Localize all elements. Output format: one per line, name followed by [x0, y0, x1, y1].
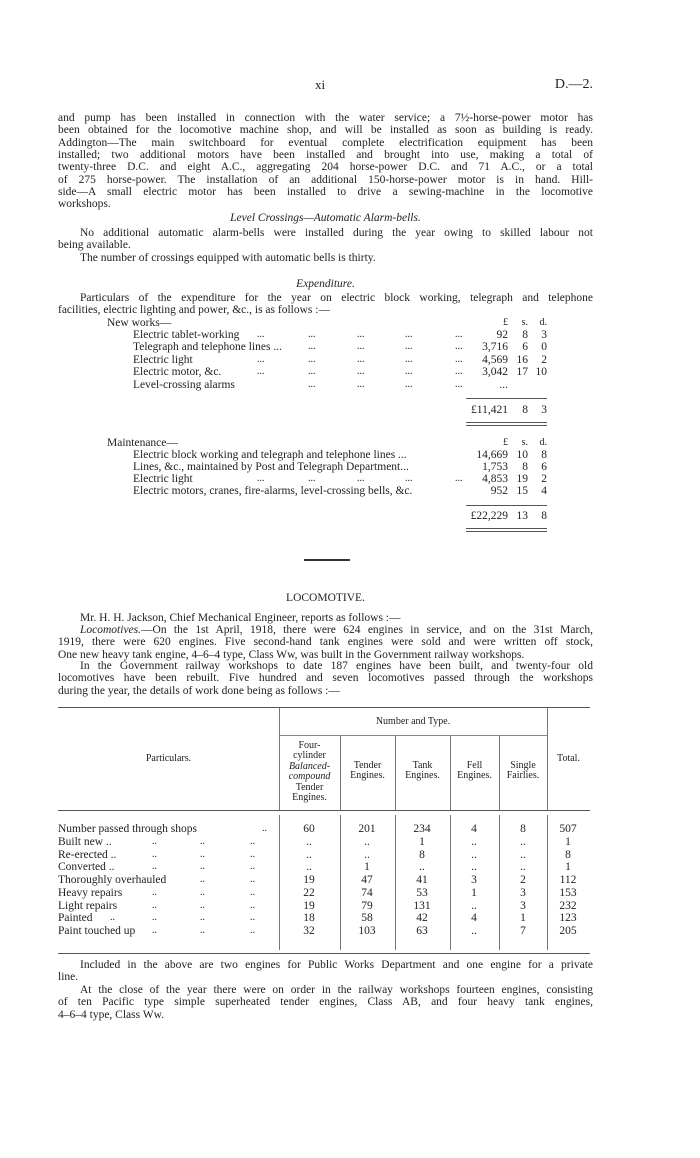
- dot-leader: ...: [357, 354, 365, 365]
- table-top-rule: [58, 707, 590, 708]
- money-header-shillings: s.: [521, 317, 528, 328]
- dot-leader: ...: [455, 366, 463, 377]
- expenditure-total-pence: 3: [541, 404, 547, 416]
- row-value: ..: [520, 861, 526, 874]
- row-value: 112: [559, 874, 577, 886]
- paragraph-line: 1919, there were 620 engines. Five second-hand tank engines were sold and were written off stock,: [58, 636, 593, 649]
- dot-leader: ..: [152, 912, 157, 924]
- column-header: Engines.: [457, 770, 492, 782]
- dot-leader: ..: [200, 861, 205, 873]
- maintenance-label: Maintenance—: [107, 437, 178, 449]
- dot-leader: ...: [357, 379, 365, 390]
- dot-leader: ...: [257, 329, 265, 340]
- dot-leader: ...: [405, 379, 413, 390]
- column-header: Engines.: [350, 770, 385, 782]
- paragraph-line: One new heavy tank engine, 4–6–4 type, Class Ww, was built in the Government railway workshops.: [58, 648, 525, 661]
- expenditure-item-pence: 4: [541, 485, 547, 497]
- column-header: Single: [510, 760, 536, 771]
- row-value: 1: [471, 886, 477, 899]
- paragraph-line: twenty-three D.C. and eight A.C., aggregating 204 horse-power D.C. and 71 A.C., or a total: [58, 161, 593, 174]
- expenditure-item-pence: 3: [541, 329, 547, 341]
- heading-level-crossings: Level Crossings—Automatic Alarm-bells.: [230, 212, 421, 224]
- dot-leader: ..: [250, 886, 255, 898]
- dot-leader: ...: [257, 354, 265, 365]
- dot-leader: ...: [455, 354, 463, 365]
- row-value: 123: [559, 912, 577, 925]
- dot-leader: ...: [455, 329, 463, 340]
- dot-leader: ...: [455, 341, 463, 352]
- column-header: Fell: [466, 760, 483, 771]
- row-value: 58: [361, 912, 373, 925]
- row-value: 1: [520, 912, 526, 925]
- row-value: 41: [416, 874, 428, 886]
- row-value: 8: [520, 823, 526, 835]
- dot-leader: ...: [357, 366, 365, 377]
- dot-leader: ..: [200, 925, 205, 936]
- paragraph-line: Locomotives.—On the 1st April, 1918, there were 624 engines in service, and on the 31st March,: [80, 624, 593, 636]
- row-value: 18: [303, 912, 315, 925]
- row-value: ..: [306, 848, 312, 861]
- paragraph-line: workshops.: [58, 198, 111, 211]
- paragraph-line: Particulars of the expenditure for the year on electric block working, telegraph and telephone: [80, 292, 593, 304]
- paragraph-line: The number of crossings equipped with automatic bells is thirty.: [80, 252, 376, 264]
- row-value: 201: [358, 823, 376, 835]
- row-value: ..: [364, 848, 370, 861]
- paragraph-line: and pump has been installed in connection with the water service; a 7½-horse-power motor has: [58, 112, 593, 124]
- dot-leader: ...: [455, 473, 463, 484]
- total-header: Total.: [557, 753, 580, 764]
- expenditure-item-label: Electric motors, cranes, fire-alarms, level-crossing bells, &c.: [133, 485, 413, 497]
- paragraph-line: facilities, electric lighting and power, &c., is as follows :—: [58, 304, 330, 317]
- expenditure-item-shillings: 19: [516, 473, 528, 485]
- total-rule: [466, 531, 547, 532]
- row-value: 2: [520, 874, 526, 886]
- money-header-shillings: s.: [521, 437, 528, 448]
- dot-leader: ..: [250, 899, 255, 911]
- column-header: Tender: [295, 781, 324, 793]
- dot-leader: ..: [152, 835, 157, 847]
- row-label: Thoroughly overhauled: [58, 874, 167, 886]
- row-value: 60: [303, 823, 315, 835]
- row-value: 232: [559, 899, 577, 912]
- row-value: 1: [565, 835, 571, 848]
- row-value: 3: [520, 886, 526, 899]
- expenditure-item-label: Electric light: [133, 354, 193, 366]
- row-label: Painted: [58, 912, 93, 925]
- expenditure-total-shillings: 13: [516, 510, 528, 522]
- expenditure-item-label: Electric block working and telegraph and telephone lines ...: [133, 449, 407, 461]
- row-value: 1: [565, 861, 571, 874]
- dot-leader: ...: [357, 341, 365, 352]
- expenditure-item-pence: 2: [541, 354, 547, 366]
- row-value: 7: [520, 925, 526, 937]
- dot-leader: ...: [357, 473, 365, 484]
- document-reference: D.—2.: [554, 77, 593, 92]
- expenditure-item-pounds: 4,853: [482, 473, 508, 485]
- row-value: 79: [361, 899, 373, 912]
- expenditure-item-label: Electric tablet-working: [133, 329, 240, 341]
- expenditure-item-label: Lines, &c., maintained by Post and Telegraph Department...: [133, 461, 409, 473]
- row-value: ..: [419, 861, 425, 874]
- paragraph-line: No additional automatic alarm-bells were installed during the year owing to skilled labour not: [80, 227, 593, 239]
- column-divider: [279, 815, 280, 950]
- dot-leader: ..: [110, 912, 115, 924]
- expenditure-item-pounds: 952: [490, 485, 508, 497]
- column-header: Four-: [298, 740, 321, 751]
- expenditure-item-pounds: 1,753: [482, 461, 508, 473]
- expenditure-item-shillings: 10: [516, 449, 528, 461]
- dot-leader: ...: [308, 341, 316, 352]
- dot-leader: ...: [455, 379, 463, 390]
- row-label: Converted ..: [58, 861, 115, 874]
- expenditure-total-pounds: £11,421: [471, 404, 508, 416]
- row-value: 131: [413, 899, 431, 912]
- new_works-label: New works—: [107, 317, 172, 329]
- row-value: 47: [361, 874, 373, 886]
- paragraph-line: In the Government railway workshops to date 187 engines have been built, and twenty-four old: [80, 660, 593, 672]
- dot-leader: ..: [200, 886, 205, 898]
- money-header-pounds: £: [503, 437, 508, 448]
- expenditure-item-pounds: ...: [499, 379, 508, 391]
- column-divider: [395, 815, 396, 950]
- expenditure-item-pounds: 92: [496, 329, 508, 341]
- paragraph-line: At the close of the year there were on order in the railway workshops fourteen engines, consisting: [80, 984, 593, 996]
- dot-leader: ..: [200, 874, 205, 885]
- dot-leader: ..: [262, 823, 267, 834]
- column-header: Tender: [353, 760, 382, 771]
- row-label: Light repairs: [58, 899, 118, 912]
- row-value: ..: [520, 848, 526, 861]
- row-value: ..: [306, 861, 312, 874]
- expenditure-item-pence: 10: [535, 366, 547, 378]
- expenditure-item-label: Telegraph and telephone lines ...: [133, 341, 282, 353]
- dot-leader: ...: [308, 473, 316, 484]
- paragraph-line: been obtained for the locomotive machine shop, and will be installed as soon as building is ready.: [58, 124, 593, 137]
- dot-leader: ..: [152, 925, 157, 936]
- row-value: 19: [303, 899, 315, 912]
- paragraph-line: Mr. H. H. Jackson, Chief Mechanical Engineer, reports as follows :—: [80, 612, 401, 624]
- dot-leader: ...: [405, 473, 413, 484]
- column-divider: [340, 815, 341, 950]
- dot-leader: ..: [250, 835, 255, 847]
- dot-leader: ...: [308, 354, 316, 365]
- row-value: ..: [520, 835, 526, 848]
- paragraph-line: Included in the above are two engines for Public Works Department and one engine for a private: [80, 959, 593, 971]
- column-header: cylinder: [293, 750, 326, 762]
- money-header-pence: d.: [539, 317, 547, 328]
- total-rule: [466, 425, 547, 426]
- group-header: Number and Type.: [375, 716, 451, 727]
- row-value: 8: [419, 848, 425, 861]
- row-label: Built new ..: [58, 835, 112, 848]
- paragraph-line: 4–6–4 type, Class Ww.: [58, 1008, 165, 1021]
- row-value: 63: [416, 925, 428, 937]
- paragraph-line: of 275 horse-power. The installation of an additional 150-horse-power motor is in hand. Hill-: [58, 173, 593, 186]
- dot-leader: ...: [308, 366, 316, 377]
- column-header: Engines.: [405, 770, 440, 782]
- expenditure-item-pounds: 3,042: [482, 366, 508, 378]
- paragraph-line: line.: [58, 971, 79, 984]
- expenditure-total-pounds: £22,229: [470, 510, 508, 522]
- row-value: 3: [471, 874, 477, 886]
- dot-leader: ..: [250, 874, 255, 885]
- column-header: Balanced-: [288, 760, 331, 772]
- expenditure-item-pence: 8: [541, 449, 547, 461]
- column-header: Engines.: [292, 792, 327, 803]
- dot-leader: ...: [308, 329, 316, 340]
- row-value: 19: [303, 874, 315, 886]
- expenditure-item-pence: 6: [541, 461, 547, 473]
- expenditure-total-pence: 8: [541, 510, 547, 522]
- table-header-rule: [58, 810, 590, 811]
- expenditure-item-pence: [521, 378, 547, 392]
- subtotal-rule: [466, 398, 547, 399]
- expenditure-item-shillings: 8: [522, 329, 528, 341]
- expenditure-item-label: Electric light: [133, 473, 193, 485]
- dot-leader: ...: [308, 379, 316, 390]
- expenditure-item-pounds: 3,716: [482, 341, 508, 353]
- paragraph-line: Addington—The main switchboard for eventual complete electrification equipment has been: [58, 136, 593, 149]
- column-header: Tank: [412, 760, 433, 771]
- dot-leader: ...: [257, 473, 265, 484]
- group-header-rule: [279, 735, 547, 736]
- dot-leader: ..: [250, 861, 255, 873]
- dot-leader: ..: [152, 848, 157, 860]
- row-label: Re-erected ..: [58, 848, 117, 861]
- money-header-pence: d.: [539, 437, 547, 448]
- dot-leader: ...: [405, 329, 413, 340]
- total-rule: [466, 422, 547, 423]
- expenditure-item-label: Level-crossing alarms: [133, 379, 235, 391]
- row-value: 205: [559, 925, 577, 937]
- row-value: ..: [364, 835, 370, 848]
- row-value: ..: [471, 899, 477, 912]
- row-value: ..: [471, 861, 477, 874]
- money-header-pounds: £: [503, 317, 508, 328]
- table-bottom-rule: [58, 953, 590, 954]
- row-value: ..: [471, 925, 477, 937]
- expenditure-item-shillings: 15: [516, 485, 528, 497]
- row-label: Heavy repairs: [58, 886, 123, 899]
- dot-leader: ...: [405, 341, 413, 352]
- row-value: 4: [471, 912, 477, 925]
- row-value: 22: [303, 886, 315, 899]
- dot-leader: ..: [250, 848, 255, 860]
- dot-leader: ...: [405, 366, 413, 377]
- row-value: 4: [471, 823, 477, 835]
- dot-leader: ..: [200, 912, 205, 924]
- column-header: Fairlies.: [506, 770, 540, 782]
- expenditure-item-pence: 0: [541, 341, 547, 353]
- particulars-header: Particulars.: [145, 753, 192, 764]
- heading-locomotive: LOCOMOTIVE.: [286, 592, 365, 604]
- expenditure-item-label: Electric motor, &c.: [133, 366, 222, 378]
- dot-leader: ..: [152, 861, 157, 873]
- dot-leader: ..: [152, 886, 157, 898]
- dot-leader: ..: [200, 899, 205, 911]
- row-label: Paint touched up: [58, 925, 136, 937]
- row-value: 53: [416, 886, 428, 899]
- row-value: ..: [471, 835, 477, 848]
- row-label: Number passed through shops: [58, 823, 197, 835]
- row-value: 32: [303, 925, 315, 937]
- paragraph-line: locomotives have been rebuilt. Five hundred and seven locomotives passed through the workshops: [58, 672, 593, 685]
- paragraph-line: side—A small electric motor has been installed to drive a sewing-machine in the locomotive: [58, 185, 593, 198]
- dot-leader: ..: [250, 925, 255, 936]
- heading-expenditure: Expenditure.: [296, 278, 355, 290]
- run-in-heading: Locomotives.: [80, 624, 142, 636]
- row-value: 3: [520, 899, 526, 912]
- dot-leader: ...: [357, 329, 365, 340]
- page-number: xi: [315, 77, 326, 92]
- total-rule: [466, 528, 547, 529]
- dot-leader: ..: [200, 835, 205, 847]
- dot-leader: ..: [152, 899, 157, 911]
- dot-leader: ..: [250, 912, 255, 924]
- dot-leader: ..: [200, 848, 205, 860]
- paragraph-line: being available.: [58, 239, 131, 252]
- expenditure-item-pence: 2: [541, 473, 547, 485]
- section-divider: [304, 559, 350, 561]
- row-value: ..: [471, 848, 477, 861]
- row-value: 8: [565, 848, 571, 861]
- row-value: 153: [559, 886, 577, 899]
- row-value: 74: [361, 886, 373, 899]
- expenditure-item-shillings: 17: [516, 366, 528, 378]
- paragraph-line: during the year, the details of work done being as follows :—: [58, 684, 340, 697]
- row-value: 42: [416, 912, 428, 925]
- expenditure-item-shillings: 16: [516, 354, 528, 366]
- paragraph-line: of ten Pacific type simple superheated tender engines, Class AB, and four heavy tank engines,: [58, 996, 593, 1009]
- expenditure-total-shillings: 8: [522, 404, 528, 416]
- paragraph-line: installed; two additional motors have been installed and brought into use, making a total of: [58, 148, 593, 161]
- expenditure-item-pounds: 4,569: [482, 354, 508, 366]
- row-value: 234: [413, 823, 431, 835]
- row-value: 1: [419, 835, 425, 848]
- subtotal-rule: [466, 505, 547, 506]
- expenditure-item-pounds: 14,669: [476, 449, 508, 461]
- row-value: ..: [306, 835, 312, 848]
- row-value: 1: [364, 861, 370, 874]
- row-value: 507: [559, 823, 577, 835]
- dot-leader: ...: [257, 366, 265, 377]
- column-header: compound: [288, 771, 331, 783]
- dot-leader: ...: [405, 354, 413, 365]
- expenditure-item-shillings: 8: [522, 461, 528, 473]
- row-value: 103: [358, 925, 376, 937]
- expenditure-item-shillings: 6: [522, 341, 528, 353]
